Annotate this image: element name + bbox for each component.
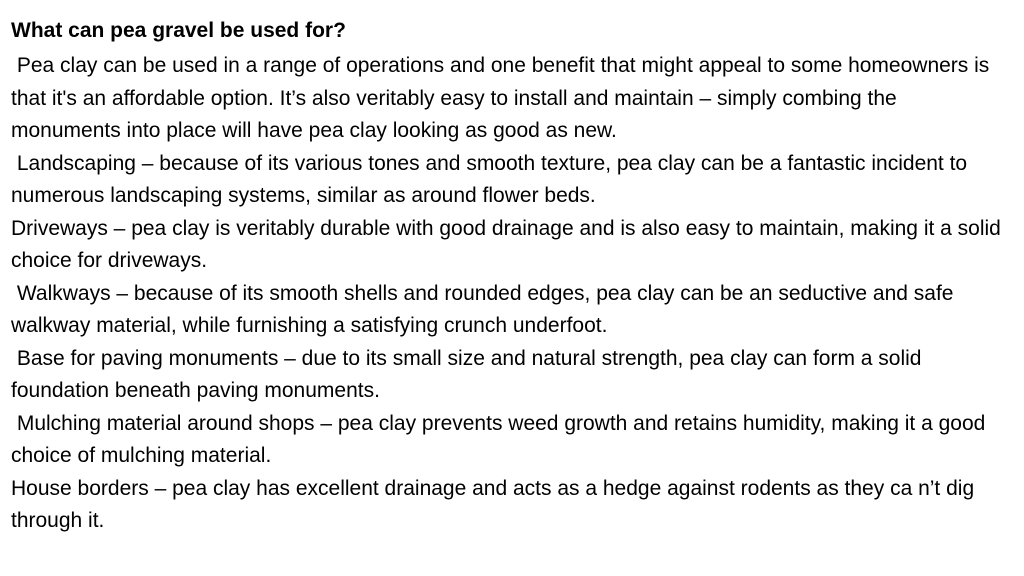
paragraph-driveways: Driveways – pea clay is veritably durable with good drainage and is also easy to maintain, making it a solid choice for driveways. [11, 216, 1007, 272]
paragraph-mulching: Mulching material around shops – pea clay prevents weed growth and retains humidity, making it a good choice of mulching material. [11, 411, 992, 467]
slide-body [11, 50, 1007, 538]
slide-title: What can pea gravel be used for? [11, 19, 346, 42]
paragraph-intro: Pea clay can be used in a range of operations and one benefit that might appeal to some homeowners is that it's an affordable option. It’s also veritably easy to install and maintain – simply combing the monuments into place will have pea clay looking as good as new. [11, 54, 996, 142]
paragraph-walkways: Walkways – because of its smooth shells and rounded edges, pea clay can be an seductive and safe walkway material, while furnishing a satisfying crunch underfoot. [11, 281, 960, 337]
paragraph-paving-base: Base for paving monuments – due to its small size and natural strength, pea clay can form a solid foundation beneath paving monuments. [11, 346, 928, 402]
paragraph-landscaping: Landscaping – because of its various tones and smooth texture, pea clay can be a fantastic incident to numerous landscaping systems, similar as around flower beds. [11, 151, 973, 207]
slide-content [11, 16, 1007, 538]
paragraph-house-borders: House borders – pea clay has excellent drainage and acts as a hedge against rodents as they ca n’t dig through it. [11, 476, 980, 532]
